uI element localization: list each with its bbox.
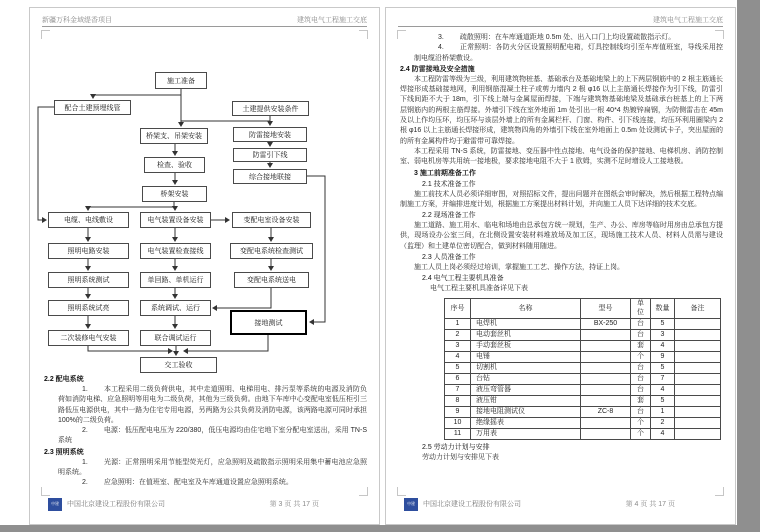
machine-tools-table bbox=[444, 298, 721, 440]
table-cell: 切割机 bbox=[471, 362, 581, 373]
table-cell: 台 bbox=[631, 318, 651, 329]
col-header-name: 名称 bbox=[471, 298, 581, 318]
section-heading-2-3: 2.3 照明系统 bbox=[44, 448, 84, 456]
table-cell: 套 bbox=[631, 340, 651, 351]
flow-box-lightning-install: 防雷接地安装 bbox=[233, 127, 307, 142]
section-heading-3-3: 2.3 人员准备工作 bbox=[422, 254, 476, 262]
text-boundary-mark bbox=[397, 487, 406, 496]
window-right-gutter bbox=[737, 0, 760, 532]
item-number: 4. bbox=[438, 44, 444, 52]
table-cell: 5 bbox=[445, 362, 471, 373]
table-cell: 6 bbox=[445, 373, 471, 384]
section-heading-2-4: 2.4 防雷接地及安全措施 bbox=[400, 65, 475, 73]
table-cell bbox=[675, 417, 721, 428]
section-heading-3: 3 施工前期准备工作 bbox=[414, 169, 476, 177]
company-logo-icon: 中建 bbox=[48, 498, 62, 511]
text-boundary-mark bbox=[715, 487, 724, 496]
flow-box-ground-test: 接地测试 bbox=[230, 310, 307, 335]
table-cell bbox=[675, 340, 721, 351]
table-row bbox=[445, 384, 721, 395]
table-cell: 11 bbox=[445, 428, 471, 439]
flow-box-grounding-connect: 综合接地联接 bbox=[233, 169, 307, 184]
table-cell: 接地电阻测试仪 bbox=[471, 406, 581, 417]
flow-box-civil-condition: 土建提供安装条件 bbox=[232, 101, 309, 116]
flow-box-bridge-support: 桥架支、吊架安装 bbox=[140, 128, 208, 144]
col-header-remark: 备注 bbox=[675, 298, 721, 318]
col-header-index: 序号 bbox=[445, 298, 471, 318]
flow-box-device-check: 电气装置检查接线 bbox=[140, 243, 211, 259]
table-cell: 10 bbox=[445, 417, 471, 428]
footer-page-number: 第 3 页 共 17 页 bbox=[269, 501, 319, 508]
flow-box-cable-laying: 电缆、电线敷设 bbox=[48, 212, 129, 228]
table-cell: 9 bbox=[445, 406, 471, 417]
table-cell bbox=[675, 373, 721, 384]
flow-box-substation-power: 变配电系统送电 bbox=[234, 272, 309, 288]
table-header-row bbox=[445, 298, 721, 318]
table-cell bbox=[675, 329, 721, 340]
table-cell: 绝缘摇表 bbox=[471, 417, 581, 428]
paragraph: 施工前技术人员必须详细审图，对照招标文件，提出问题并在图纸会审时解决，然后根据工程特点编制施工方案，并编排进度计划，根据施工方案提出材料计划，并向施工人员下达详细的技术交底。 bbox=[400, 190, 723, 208]
table-cell bbox=[581, 395, 631, 406]
item-number: 1. bbox=[82, 458, 88, 466]
col-header-qty: 数量 bbox=[651, 298, 675, 318]
item-text: 电源：低压配电电压为 220/380，低压电源均由住宅地下室分配电室送出，采用 TN-S 系统 bbox=[58, 427, 367, 445]
table-cell: 5 bbox=[651, 318, 675, 329]
table-cell bbox=[581, 351, 631, 362]
table-cell bbox=[675, 351, 721, 362]
paragraph: 施工道路、施工用水、临电和场地由总承包方统一规划，生产、办公、库房等临时用房由总承包方提供，现场设办公室三间，在北侧设置安装材料堆放场及加工区，现场施工技术人员、材料人员需与建设（监理）和土建单位密切配合，做到材料随用随进。 bbox=[400, 222, 723, 250]
table-cell: 7 bbox=[651, 373, 675, 384]
table-cell bbox=[581, 329, 631, 340]
table-cell: 液压钳 bbox=[471, 395, 581, 406]
paragraph bbox=[414, 43, 723, 64]
table-cell bbox=[581, 417, 631, 428]
table-cell: 4 bbox=[651, 428, 675, 439]
table-cell bbox=[581, 340, 631, 351]
flow-box-single-run: 单回路、单机运行 bbox=[140, 272, 211, 288]
table-cell: 1 bbox=[651, 406, 675, 417]
table-cell bbox=[581, 362, 631, 373]
flow-box-substation-install: 变配电室设备安装 bbox=[232, 212, 311, 228]
table-row bbox=[445, 329, 721, 340]
flow-box-inspect: 检查、验收 bbox=[144, 157, 205, 173]
table-cell: 8 bbox=[445, 395, 471, 406]
table-cell: 2 bbox=[445, 329, 471, 340]
table-cell: 电焊机 bbox=[471, 318, 581, 329]
table-cell: 个 bbox=[631, 417, 651, 428]
table-row bbox=[445, 318, 721, 329]
table-cell bbox=[675, 406, 721, 417]
flow-box-prepare: 施工准备 bbox=[155, 72, 207, 89]
table-cell: 台 bbox=[631, 373, 651, 384]
section-heading-3-1: 2.1 技术准备工作 bbox=[422, 180, 476, 188]
table-cell: BX-250 bbox=[581, 318, 631, 329]
table-cell: 5 bbox=[651, 362, 675, 373]
table-row bbox=[445, 417, 721, 428]
table-cell: 台 bbox=[631, 406, 651, 417]
item-text: 本工程采用二级负荷供电，其中走道照明、电梯用电、排污泵等系统的电源及消防负荷如消防电梯、应急照明等用电为二级负荷，其他为三级负荷。由地下车库中心变配电室低压柜引三路低压电源供电，其中一路为住宅专用电源，另两路为公共负荷及消防电源，该两路电源可同时承担 100%的二级负荷。 bbox=[58, 386, 367, 424]
item-text: 疏散照明：在车库通道距地 0.5m 处、出入口门上均设置疏散指示灯。 bbox=[459, 34, 676, 41]
table-row bbox=[445, 362, 721, 373]
table-row bbox=[445, 340, 721, 351]
table-cell: 个 bbox=[631, 428, 651, 439]
table-cell: 电锤 bbox=[471, 351, 581, 362]
table-row bbox=[445, 428, 721, 439]
table-cell: 台钻 bbox=[471, 373, 581, 384]
table-cell: 万用表 bbox=[471, 428, 581, 439]
header-doc-title: 建筑电气工程施工交底 bbox=[297, 17, 367, 24]
footer-page-number: 第 4 页 共 17 页 bbox=[625, 501, 675, 508]
table-cell: 液压弯管器 bbox=[471, 384, 581, 395]
header-doc-title: 建筑电气工程施工交底 bbox=[653, 17, 723, 24]
table-cell: ZC-8 bbox=[581, 406, 631, 417]
flow-box-lighting-circuit: 照明电路安装 bbox=[48, 243, 129, 259]
item-text: 正常照明：各防火分区设置照明配电箱，灯具控制线均引至车库值班室，导线采用控制电缆沿桥架敷设。 bbox=[414, 44, 723, 62]
paragraph: 本工程采用 TN-S 系统，防雷接地、变压器中性点接地、电气设备的保护接地、电梯机房、消防控制室、弱电机房等共用统一接地极，要求接地电阻不大于 1 欧姆，实测不足时增设人工接地极。 bbox=[400, 147, 723, 166]
footer-company-name: 中国北京建设工程股份有限公司 bbox=[423, 501, 521, 508]
footer-company-name: 中国北京建设工程股份有限公司 bbox=[67, 501, 165, 508]
page-header bbox=[398, 13, 723, 27]
table-cell: 3 bbox=[445, 340, 471, 351]
item-text: 应急照明：在值班室、配电室及车库通道设置应急照明系统。 bbox=[103, 479, 293, 487]
flow-box-lighting-test: 照明系统测试 bbox=[48, 272, 129, 288]
flow-box-substation-test: 变配电系统检查测试 bbox=[230, 243, 313, 259]
table-cell: 4 bbox=[445, 351, 471, 362]
window-bottom-gutter bbox=[0, 525, 760, 532]
flow-box-civil-embed: 配合土建预埋线管 bbox=[54, 100, 131, 115]
table-row bbox=[445, 395, 721, 406]
table-cell: 4 bbox=[651, 384, 675, 395]
table-cell: 台 bbox=[631, 384, 651, 395]
section-heading-3-4: 2.4 电气工程主要机具准备 bbox=[422, 275, 504, 283]
header-project-name: 新疆万科金域缇香项目 bbox=[42, 17, 112, 24]
flow-box-handover: 交工验收 bbox=[140, 357, 217, 373]
table-cell: 手动套丝板 bbox=[471, 340, 581, 351]
machine-table-body bbox=[445, 318, 721, 439]
table-intro-line: 劳动力计划与安排见下表 bbox=[422, 453, 499, 461]
section-heading-2-2: 2.2 配电系统 bbox=[44, 376, 84, 383]
table-header bbox=[445, 298, 721, 318]
item-number: 2. bbox=[82, 479, 88, 487]
table-row bbox=[445, 351, 721, 362]
item-text: 光源：正常照明采用节能型荧光灯，应急照明及疏散指示照明采用集中蓄电池应急照明系统。 bbox=[58, 458, 367, 477]
document-page-3 bbox=[29, 7, 380, 525]
table-cell bbox=[675, 362, 721, 373]
right-text-sections bbox=[400, 33, 723, 463]
item-number: 2. bbox=[82, 427, 88, 435]
table-cell bbox=[581, 373, 631, 384]
table-intro-line: 电气工程主要机具准备详见下表 bbox=[430, 285, 528, 293]
page-footer bbox=[404, 497, 717, 511]
table-cell: 7 bbox=[445, 384, 471, 395]
table-cell: 台 bbox=[631, 362, 651, 373]
flow-box-down-conductor: 防雷引下线 bbox=[233, 148, 307, 162]
table-cell: 3 bbox=[651, 329, 675, 340]
company-logo-icon: 中建 bbox=[404, 498, 418, 511]
table-cell bbox=[675, 384, 721, 395]
table-cell bbox=[675, 318, 721, 329]
table-cell bbox=[581, 384, 631, 395]
item-number: 3. bbox=[438, 34, 444, 41]
table-cell bbox=[675, 428, 721, 439]
section-heading-3-2: 2.2 现场准备工作 bbox=[422, 212, 476, 220]
paragraph: 施工人员上岗必须经过培训，掌握施工工艺、操作方法，持证上岗。 bbox=[414, 264, 624, 272]
table-row bbox=[445, 373, 721, 384]
flow-box-lighting-trial: 照明系统试亮 bbox=[48, 300, 129, 316]
flow-box-bridge-install: 桥架安装 bbox=[142, 186, 207, 202]
flow-box-device-install: 电气装置设备安装 bbox=[140, 212, 211, 228]
table-cell: 电动套丝机 bbox=[471, 329, 581, 340]
flow-box-system-debug: 系统调试、运行 bbox=[140, 300, 211, 316]
table-cell: 个 bbox=[631, 351, 651, 362]
table-cell bbox=[581, 428, 631, 439]
paragraph: 本工程防雷等级为三级，利用建筑物桩基、基础承台及基础地梁上的上下两层钢筋中的 2 根主筋通长焊接形成基础接地网，利用钢筋混凝土柱子或剪力墙内 2 根 φ16 以上主筋通长焊接作为引下线，防雷引下线间距不大于 18m，引下线上端与金属屋面焊接，下端与建筑物基础地梁及基础承台桩基上的上下两层钢筋内的两根主筋焊接。外墙引下线在室外地面 1m 处引出一根 40*4 热镀锌扁钢，为防侧雷击在 45m 及以上作均压环，均压环与该层外墙上的所有金属栏杆、门窗、构件、引下线连接，均压环利用圈梁内 2 根 φ16 以上主筋通长焊接形成，建筑物四角的外墙引下线在室外地面上 0.5m 处设测试卡子，突出屋面的的所有金属构件均于避雷带可靠焊接。 bbox=[400, 75, 723, 145]
table-cell: 套 bbox=[631, 395, 651, 406]
col-header-model: 型号 bbox=[581, 298, 631, 318]
table-cell bbox=[675, 395, 721, 406]
section-heading-3-5: 2.5 劳动力计划与安排 bbox=[422, 443, 490, 451]
table-row bbox=[445, 406, 721, 417]
table-cell: 4 bbox=[651, 340, 675, 351]
table-cell: 2 bbox=[651, 417, 675, 428]
flow-box-joint-debug: 联合调试运行 bbox=[140, 330, 211, 346]
table-cell: 1 bbox=[445, 318, 471, 329]
table-cell: 5 bbox=[651, 395, 675, 406]
table-cell: 台 bbox=[631, 329, 651, 340]
document-page-4 bbox=[385, 7, 736, 525]
item-number: 1. bbox=[82, 386, 88, 393]
flow-box-secondary-install: 二次装修电气安装 bbox=[48, 330, 129, 346]
col-header-unit: 单位 bbox=[631, 298, 651, 318]
table-cell: 9 bbox=[651, 351, 675, 362]
paragraph bbox=[414, 33, 723, 43]
